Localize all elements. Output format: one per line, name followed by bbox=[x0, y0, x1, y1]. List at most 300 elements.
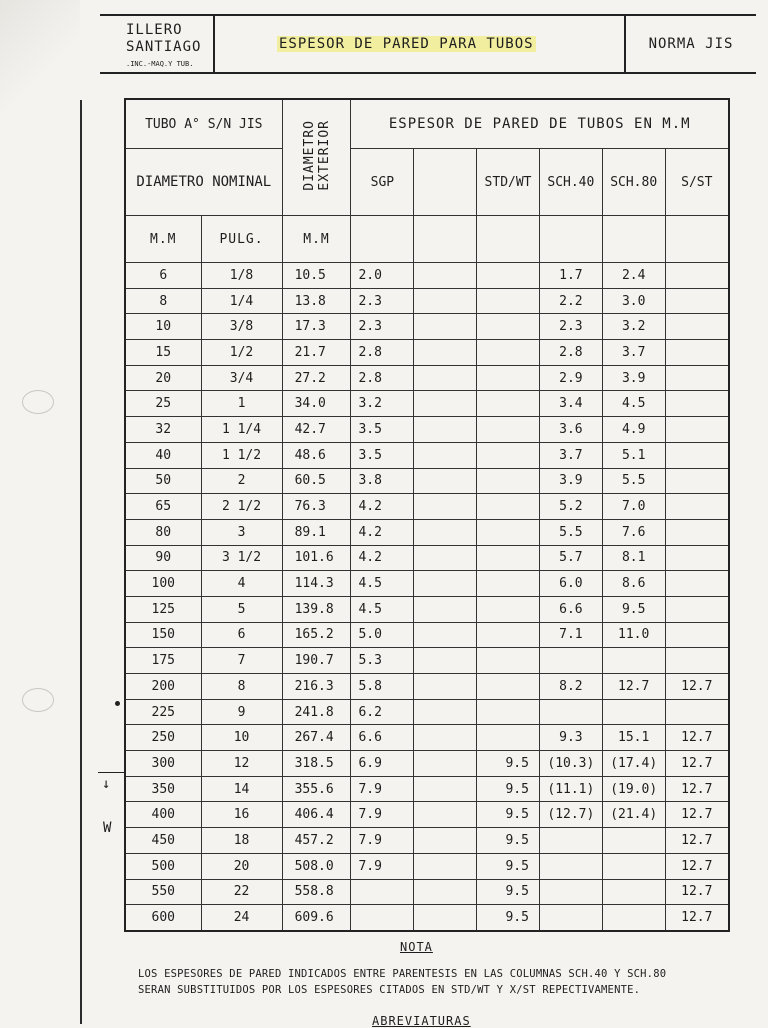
cell-blank bbox=[414, 571, 477, 597]
w-mark-bar bbox=[98, 772, 124, 773]
cell-sch40: (10.3) bbox=[539, 751, 602, 777]
cell-nominal-pulg: 2 1/2 bbox=[201, 494, 282, 520]
table-row bbox=[125, 828, 729, 854]
cell-nominal-pulg: 1/8 bbox=[201, 263, 282, 289]
cell-sch80 bbox=[602, 828, 665, 854]
cell-sch80: 15.1 bbox=[602, 725, 665, 751]
cell-nominal-pulg: 3/4 bbox=[201, 365, 282, 391]
cell-nominal-pulg: 24 bbox=[201, 905, 282, 931]
cell-sch40 bbox=[539, 879, 602, 905]
document-header bbox=[100, 14, 756, 74]
cell-outer-diameter: 267.4 bbox=[282, 725, 351, 751]
cell-sgp: 5.8 bbox=[351, 674, 414, 700]
cell-nominal-pulg: 18 bbox=[201, 828, 282, 854]
cell-nominal-pulg: 3 1/2 bbox=[201, 545, 282, 571]
cell-nominal-mm: 8 bbox=[125, 288, 201, 314]
cell-outer-diameter: 241.8 bbox=[282, 699, 351, 725]
table-row bbox=[125, 674, 729, 700]
punch-hole-mark bbox=[22, 688, 54, 712]
unit-empty-cell bbox=[602, 216, 665, 263]
cell-std-wt: 9.5 bbox=[477, 879, 540, 905]
cell-sgp bbox=[351, 879, 414, 905]
cell-std-wt bbox=[477, 314, 540, 340]
cell-nominal-mm: 225 bbox=[125, 699, 201, 725]
cell-blank bbox=[414, 699, 477, 725]
bullet-dot bbox=[115, 701, 120, 706]
cell-sst bbox=[665, 519, 729, 545]
cell-sch40: 3.4 bbox=[539, 391, 602, 417]
cell-sch80: (19.0) bbox=[602, 776, 665, 802]
cell-sst: 12.7 bbox=[665, 879, 729, 905]
cell-sgp: 3.5 bbox=[351, 417, 414, 443]
cell-outer-diameter: 508.0 bbox=[282, 853, 351, 879]
cell-nominal-mm: 100 bbox=[125, 571, 201, 597]
cell-sst bbox=[665, 596, 729, 622]
outer-diameter-line-1: DIAMETRO bbox=[301, 120, 317, 191]
table-row bbox=[125, 314, 729, 340]
cell-sch80: 9.5 bbox=[602, 596, 665, 622]
note-text bbox=[138, 966, 758, 998]
unit-empty-cell bbox=[477, 216, 540, 263]
cell-nominal-mm: 550 bbox=[125, 879, 201, 905]
cell-sch40: 2.2 bbox=[539, 288, 602, 314]
cell-outer-diameter: 48.6 bbox=[282, 442, 351, 468]
cell-sch80: (21.4) bbox=[602, 802, 665, 828]
cell-outer-diameter: 13.8 bbox=[282, 288, 351, 314]
cell-std-wt bbox=[477, 263, 540, 289]
cell-outer-diameter: 457.2 bbox=[282, 828, 351, 854]
unit-mm-header: M.M bbox=[125, 216, 201, 263]
cell-sst: 12.7 bbox=[665, 751, 729, 777]
cell-nominal-pulg: 14 bbox=[201, 776, 282, 802]
cell-sgp: 4.5 bbox=[351, 571, 414, 597]
cell-sgp: 5.3 bbox=[351, 648, 414, 674]
cell-sst bbox=[665, 263, 729, 289]
cell-nominal-mm: 65 bbox=[125, 494, 201, 520]
col-blank-header bbox=[414, 149, 477, 216]
cell-sch80: (17.4) bbox=[602, 751, 665, 777]
cell-sst bbox=[665, 468, 729, 494]
table-row bbox=[125, 879, 729, 905]
cell-nominal-mm: 250 bbox=[125, 725, 201, 751]
cell-nominal-mm: 80 bbox=[125, 519, 201, 545]
cell-sgp: 2.8 bbox=[351, 365, 414, 391]
abbreviations-heading: ABREVIATURAS bbox=[372, 1014, 471, 1028]
cell-outer-diameter: 76.3 bbox=[282, 494, 351, 520]
unit-empty-cell bbox=[665, 216, 729, 263]
cell-blank bbox=[414, 391, 477, 417]
note-heading: NOTA bbox=[400, 940, 433, 954]
cell-nominal-mm: 50 bbox=[125, 468, 201, 494]
cell-nominal-mm: 125 bbox=[125, 596, 201, 622]
cell-sch80: 7.0 bbox=[602, 494, 665, 520]
cell-nominal-pulg: 6 bbox=[201, 622, 282, 648]
cell-nominal-pulg: 4 bbox=[201, 571, 282, 597]
cell-sgp: 7.9 bbox=[351, 802, 414, 828]
cell-sch80: 3.2 bbox=[602, 314, 665, 340]
cell-sch80: 3.9 bbox=[602, 365, 665, 391]
cell-sch80: 3.7 bbox=[602, 340, 665, 366]
cell-sch40: 3.7 bbox=[539, 442, 602, 468]
cell-sgp: 4.5 bbox=[351, 596, 414, 622]
cell-outer-diameter: 165.2 bbox=[282, 622, 351, 648]
table-row bbox=[125, 545, 729, 571]
cell-sgp: 2.3 bbox=[351, 288, 414, 314]
cell-nominal-pulg: 8 bbox=[201, 674, 282, 700]
cell-blank bbox=[414, 802, 477, 828]
cell-sst: 12.7 bbox=[665, 853, 729, 879]
cell-sst bbox=[665, 571, 729, 597]
table-row bbox=[125, 802, 729, 828]
cell-outer-diameter: 558.8 bbox=[282, 879, 351, 905]
table-row bbox=[125, 519, 729, 545]
cell-std-wt bbox=[477, 648, 540, 674]
cell-sst bbox=[665, 417, 729, 443]
cell-blank bbox=[414, 674, 477, 700]
cell-std-wt bbox=[477, 545, 540, 571]
cell-outer-diameter: 34.0 bbox=[282, 391, 351, 417]
cell-outer-diameter: 42.7 bbox=[282, 417, 351, 443]
cell-nominal-mm: 15 bbox=[125, 340, 201, 366]
cell-blank bbox=[414, 776, 477, 802]
cell-sch80: 12.7 bbox=[602, 674, 665, 700]
cell-sgp: 3.8 bbox=[351, 468, 414, 494]
cell-outer-diameter: 139.8 bbox=[282, 596, 351, 622]
table-row bbox=[125, 699, 729, 725]
cell-nominal-pulg: 1 bbox=[201, 391, 282, 417]
cell-sch40: 3.9 bbox=[539, 468, 602, 494]
cell-sgp: 7.9 bbox=[351, 828, 414, 854]
cell-std-wt bbox=[477, 494, 540, 520]
company-line-1: ILLERO bbox=[126, 22, 183, 38]
cell-std-wt: 9.5 bbox=[477, 802, 540, 828]
cell-nominal-pulg: 12 bbox=[201, 751, 282, 777]
cell-sch80: 5.5 bbox=[602, 468, 665, 494]
cell-blank bbox=[414, 596, 477, 622]
cell-blank bbox=[414, 288, 477, 314]
cell-sgp: 2.3 bbox=[351, 314, 414, 340]
cell-sst bbox=[665, 365, 729, 391]
table-body bbox=[125, 263, 729, 931]
cell-sch40: (12.7) bbox=[539, 802, 602, 828]
cell-nominal-mm: 175 bbox=[125, 648, 201, 674]
table-row bbox=[125, 596, 729, 622]
cell-nominal-mm: 20 bbox=[125, 365, 201, 391]
cell-nominal-mm: 450 bbox=[125, 828, 201, 854]
cell-sch40 bbox=[539, 905, 602, 931]
table-row bbox=[125, 725, 729, 751]
cell-blank bbox=[414, 340, 477, 366]
table-row bbox=[125, 622, 729, 648]
margin-rule bbox=[80, 100, 82, 1024]
cell-nominal-pulg: 1/2 bbox=[201, 340, 282, 366]
cell-sch80: 7.6 bbox=[602, 519, 665, 545]
cell-sst: 12.7 bbox=[665, 776, 729, 802]
table-row bbox=[125, 365, 729, 391]
cell-nominal-pulg: 2 bbox=[201, 468, 282, 494]
cell-blank bbox=[414, 725, 477, 751]
w-label: W bbox=[103, 820, 112, 836]
cell-sgp bbox=[351, 905, 414, 931]
cell-outer-diameter: 318.5 bbox=[282, 751, 351, 777]
outer-diameter-line-2: EXTERIOR bbox=[316, 120, 332, 191]
cell-blank bbox=[414, 545, 477, 571]
cell-nominal-pulg: 7 bbox=[201, 648, 282, 674]
cell-outer-diameter: 27.2 bbox=[282, 365, 351, 391]
cell-std-wt bbox=[477, 288, 540, 314]
down-arrow-icon: ↓ bbox=[102, 776, 111, 792]
cell-sst bbox=[665, 622, 729, 648]
company-line-3: .INC.-MAQ.Y TUB. bbox=[126, 60, 194, 68]
cell-outer-diameter: 17.3 bbox=[282, 314, 351, 340]
unit-pulg-header: PULG. bbox=[201, 216, 282, 263]
cell-blank bbox=[414, 828, 477, 854]
outer-diameter-header bbox=[282, 99, 351, 216]
cell-sch40: 5.7 bbox=[539, 545, 602, 571]
cell-std-wt bbox=[477, 417, 540, 443]
cell-blank bbox=[414, 519, 477, 545]
cell-blank bbox=[414, 442, 477, 468]
cell-sst bbox=[665, 545, 729, 571]
cell-outer-diameter: 609.6 bbox=[282, 905, 351, 931]
cell-sch80: 11.0 bbox=[602, 622, 665, 648]
cell-nominal-mm: 6 bbox=[125, 263, 201, 289]
cell-blank bbox=[414, 314, 477, 340]
cell-sch80: 5.1 bbox=[602, 442, 665, 468]
table-row bbox=[125, 391, 729, 417]
cell-nominal-mm: 40 bbox=[125, 442, 201, 468]
cell-sch40: 5.2 bbox=[539, 494, 602, 520]
col-std-wt-header: STD/WT bbox=[477, 149, 540, 216]
cell-sch40 bbox=[539, 828, 602, 854]
cell-sgp: 6.6 bbox=[351, 725, 414, 751]
cell-nominal-mm: 90 bbox=[125, 545, 201, 571]
cell-blank bbox=[414, 468, 477, 494]
cell-outer-diameter: 10.5 bbox=[282, 263, 351, 289]
cell-outer-diameter: 406.4 bbox=[282, 802, 351, 828]
cell-sch80: 2.4 bbox=[602, 263, 665, 289]
cell-nominal-mm: 32 bbox=[125, 417, 201, 443]
cell-std-wt: 9.5 bbox=[477, 776, 540, 802]
cell-nominal-pulg: 3 bbox=[201, 519, 282, 545]
punch-hole-mark bbox=[22, 390, 54, 414]
cell-std-wt bbox=[477, 699, 540, 725]
wall-thickness-table bbox=[124, 98, 730, 932]
cell-blank bbox=[414, 751, 477, 777]
cell-nominal-pulg: 22 bbox=[201, 879, 282, 905]
cell-outer-diameter: 60.5 bbox=[282, 468, 351, 494]
cell-sgp: 6.9 bbox=[351, 751, 414, 777]
col-sch80-header: SCH.80 bbox=[602, 149, 665, 216]
nominal-diameter-header: DIAMETRO NOMINAL bbox=[125, 149, 282, 216]
cell-sst bbox=[665, 391, 729, 417]
company-name bbox=[100, 16, 215, 72]
cell-blank bbox=[414, 905, 477, 931]
table-row bbox=[125, 751, 729, 777]
cell-std-wt bbox=[477, 468, 540, 494]
cell-nominal-mm: 300 bbox=[125, 751, 201, 777]
cell-sst bbox=[665, 494, 729, 520]
wall-thickness-group-header: ESPESOR DE PARED DE TUBOS EN M.M bbox=[351, 99, 729, 149]
cell-sst bbox=[665, 314, 729, 340]
cell-sch40: 2.3 bbox=[539, 314, 602, 340]
table-row bbox=[125, 263, 729, 289]
col-sch40-header: SCH.40 bbox=[539, 149, 602, 216]
cell-sgp: 7.9 bbox=[351, 853, 414, 879]
table-row bbox=[125, 648, 729, 674]
cell-blank bbox=[414, 494, 477, 520]
cell-sgp: 4.2 bbox=[351, 545, 414, 571]
cell-sch40 bbox=[539, 699, 602, 725]
table-row bbox=[125, 288, 729, 314]
cell-sch80: 3.0 bbox=[602, 288, 665, 314]
cell-sst bbox=[665, 699, 729, 725]
cell-sgp: 4.2 bbox=[351, 494, 414, 520]
cell-std-wt: 9.5 bbox=[477, 751, 540, 777]
cell-nominal-mm: 25 bbox=[125, 391, 201, 417]
cell-std-wt bbox=[477, 519, 540, 545]
cell-sch80 bbox=[602, 853, 665, 879]
cell-sch80: 4.5 bbox=[602, 391, 665, 417]
cell-sch40: 2.8 bbox=[539, 340, 602, 366]
note-line-1: LOS ESPESORES DE PARED INDICADOS ENTRE PARENTESIS EN LAS COLUMNAS SCH.40 Y SCH.80 bbox=[138, 968, 667, 980]
cell-nominal-mm: 200 bbox=[125, 674, 201, 700]
cell-nominal-pulg: 3/8 bbox=[201, 314, 282, 340]
cell-sch80: 8.1 bbox=[602, 545, 665, 571]
cell-nominal-mm: 150 bbox=[125, 622, 201, 648]
cell-sch40: 2.9 bbox=[539, 365, 602, 391]
table-row bbox=[125, 853, 729, 879]
cell-outer-diameter: 190.7 bbox=[282, 648, 351, 674]
cell-sch80: 8.6 bbox=[602, 571, 665, 597]
cell-std-wt bbox=[477, 340, 540, 366]
cell-std-wt bbox=[477, 622, 540, 648]
cell-sch80: 4.9 bbox=[602, 417, 665, 443]
cell-nominal-pulg: 9 bbox=[201, 699, 282, 725]
table-row bbox=[125, 571, 729, 597]
unit-empty-cell bbox=[351, 216, 414, 263]
cell-outer-diameter: 101.6 bbox=[282, 545, 351, 571]
cell-sst: 12.7 bbox=[665, 828, 729, 854]
cell-blank bbox=[414, 622, 477, 648]
cell-sch40: 5.5 bbox=[539, 519, 602, 545]
table-row bbox=[125, 905, 729, 931]
cell-sgp: 2.8 bbox=[351, 340, 414, 366]
table-row bbox=[125, 417, 729, 443]
cell-sgp: 4.2 bbox=[351, 519, 414, 545]
cell-nominal-pulg: 1 1/2 bbox=[201, 442, 282, 468]
cell-sch40 bbox=[539, 648, 602, 674]
cell-std-wt: 9.5 bbox=[477, 828, 540, 854]
note-line-2: SERAN SUBSTITUIDOS POR LOS ESPESORES CITADOS EN STD/WT Y X/ST REPECTIVAMENTE. bbox=[138, 984, 641, 996]
cell-nominal-pulg: 1 1/4 bbox=[201, 417, 282, 443]
cell-std-wt bbox=[477, 391, 540, 417]
cell-sch80 bbox=[602, 648, 665, 674]
page-fold-shadow bbox=[0, 0, 80, 120]
cell-sgp: 2.0 bbox=[351, 263, 414, 289]
cell-outer-diameter: 21.7 bbox=[282, 340, 351, 366]
cell-blank bbox=[414, 648, 477, 674]
cell-nominal-pulg: 10 bbox=[201, 725, 282, 751]
cell-sch80 bbox=[602, 879, 665, 905]
table-row bbox=[125, 494, 729, 520]
cell-blank bbox=[414, 365, 477, 391]
document-title: ESPESOR DE PARED PARA TUBOS bbox=[279, 36, 534, 52]
cell-sst: 12.7 bbox=[665, 725, 729, 751]
cell-std-wt bbox=[477, 725, 540, 751]
cell-blank bbox=[414, 853, 477, 879]
cell-sst bbox=[665, 288, 729, 314]
cell-sch40: 7.1 bbox=[539, 622, 602, 648]
cell-nominal-mm: 600 bbox=[125, 905, 201, 931]
cell-std-wt: 9.5 bbox=[477, 853, 540, 879]
cell-std-wt bbox=[477, 365, 540, 391]
unit-empty-cell bbox=[414, 216, 477, 263]
cell-nominal-mm: 500 bbox=[125, 853, 201, 879]
cell-std-wt bbox=[477, 571, 540, 597]
cell-sst bbox=[665, 340, 729, 366]
cell-sch40: 8.2 bbox=[539, 674, 602, 700]
unit-empty-cell bbox=[539, 216, 602, 263]
cell-sgp: 5.0 bbox=[351, 622, 414, 648]
cell-sch40 bbox=[539, 853, 602, 879]
cell-outer-diameter: 216.3 bbox=[282, 674, 351, 700]
cell-sgp: 3.2 bbox=[351, 391, 414, 417]
cell-sst bbox=[665, 648, 729, 674]
cell-sch40: 3.6 bbox=[539, 417, 602, 443]
table-row bbox=[125, 776, 729, 802]
cell-outer-diameter: 355.6 bbox=[282, 776, 351, 802]
unit-od-header: M.M bbox=[282, 216, 351, 263]
cell-nominal-pulg: 1/4 bbox=[201, 288, 282, 314]
col-sst-header: S/ST bbox=[665, 149, 729, 216]
cell-outer-diameter: 114.3 bbox=[282, 571, 351, 597]
table-row bbox=[125, 442, 729, 468]
cell-blank bbox=[414, 263, 477, 289]
col-sgp-header: SGP bbox=[351, 149, 414, 216]
cell-nominal-pulg: 20 bbox=[201, 853, 282, 879]
cell-blank bbox=[414, 417, 477, 443]
cell-sch40: 9.3 bbox=[539, 725, 602, 751]
cell-sch80 bbox=[602, 905, 665, 931]
company-line-2: SANTIAGO bbox=[126, 39, 202, 55]
cell-blank bbox=[414, 879, 477, 905]
cell-nominal-pulg: 16 bbox=[201, 802, 282, 828]
cell-outer-diameter: 89.1 bbox=[282, 519, 351, 545]
cell-std-wt bbox=[477, 674, 540, 700]
document-title-cell bbox=[215, 16, 626, 72]
cell-std-wt bbox=[477, 596, 540, 622]
table-row bbox=[125, 340, 729, 366]
cell-sst bbox=[665, 442, 729, 468]
cell-std-wt: 9.5 bbox=[477, 905, 540, 931]
cell-nominal-pulg: 5 bbox=[201, 596, 282, 622]
cell-sgp: 6.2 bbox=[351, 699, 414, 725]
cell-sst: 12.7 bbox=[665, 802, 729, 828]
cell-std-wt bbox=[477, 442, 540, 468]
cell-sch40: 6.6 bbox=[539, 596, 602, 622]
cell-sch40: 1.7 bbox=[539, 263, 602, 289]
cell-nominal-mm: 350 bbox=[125, 776, 201, 802]
cell-sch40: (11.1) bbox=[539, 776, 602, 802]
cell-sch80 bbox=[602, 699, 665, 725]
cell-sch40: 6.0 bbox=[539, 571, 602, 597]
cell-sst: 12.7 bbox=[665, 674, 729, 700]
jis-header: TUBO A° S/N JIS bbox=[125, 99, 282, 149]
cell-nominal-mm: 10 bbox=[125, 314, 201, 340]
cell-sgp: 3.5 bbox=[351, 442, 414, 468]
cell-sgp: 7.9 bbox=[351, 776, 414, 802]
